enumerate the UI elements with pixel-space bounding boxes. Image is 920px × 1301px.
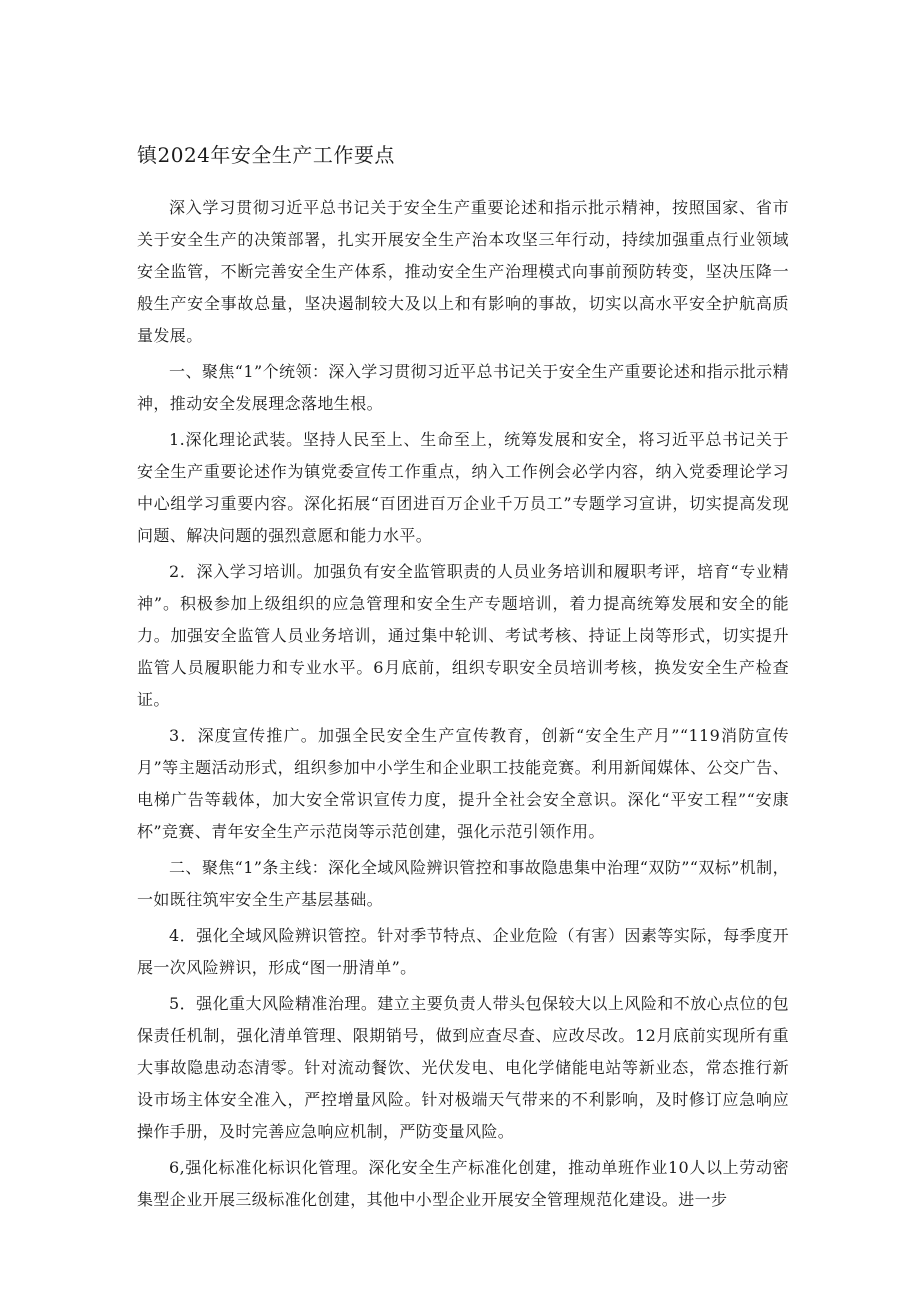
- item-5-paragraph: 5．强化重大风险精准治理。建立主要负责人带头包保较大以上风险和不放心点位的包保责任机制，强化清单管理、限期销号，做到应查尽查、应改尽改。12月底前实现所有重大事故隐患动态清零。针对流动餐饮、光伏发电、电化学储能电站等新业态，常态推行新设市场主体安全准入，严控增量风险。针对极端天气带来的不利影响，及时修订应急响应操作手册，及时完善应急响应机制，严防变量风险。: [137, 994, 789, 1141]
- item-6-paragraph: 6,强化标准化标识化管理。深化安全生产标准化创建，推动单班作业10人以上劳动密集型企业开展三级标准化创建，其他中小型企业开展安全管理规范化建设。进一步: [137, 1158, 789, 1209]
- paragraph-intro: 深入学习贯彻习近平总书记关于安全生产重要论述和指示批示精神，按照国家、省市关于安全生产的决策部署，扎实开展安全生产治本攻坚三年行动，持续加强重点行业领域安全监管，不断完善安全生产体系，推动安全生产治理模式向事前预防转变，坚决压降一般生产安全事故总量，坚决遏制较大及以上和有影响的事故，切实以高水平安全护航高质量发展。: [137, 198, 789, 345]
- item-4-paragraph: 4．强化全域风险辨识管控。针对季节特点、企业危险（有害）因素等实际，每季度开展一次风险辨识，形成“图一册清单”。: [137, 926, 789, 977]
- item-1-paragraph: 1.深化理论武装。坚持人民至上、生命至上，统筹发展和安全，将习近平总书记关于安全生产重要论述作为镇党委宣传工作重点，纳入工作例会必学内容，纳入党委理论学习中心组学习重要内容。深化拓展“百团进百万企业千万员工”专题学习宣讲，切实提高发现问题、解决问题的强烈意愿和能力水平。: [137, 430, 789, 545]
- item-3-paragraph: 3．深度宣传推广。加强全民安全生产宣传教育，创新“安全生产月”“119消防宣传月”等主题活动形式，组织参加中小学生和企业职工技能竞赛。利用新闻媒体、公交广告、电梯广告等载体，加大安全常识宣传力度，提升全社会安全意识。深化“平安工程”“安康杯”竞赛、青年安全生产示范岗等示范创建，强化示范引领作用。: [137, 726, 789, 841]
- section-heading-1: 一、聚焦“1”个统领：深入学习贯彻习近平总书记关于安全生产重要论述和指示批示精神，推动安全发展理念落地生根。: [137, 362, 789, 413]
- document-title: 镇2024年安全生产工作要点: [137, 143, 395, 167]
- document-page: [137, 140, 789, 1216]
- section-heading-2: 二、聚焦“1”条主线：深化全域风险辨识管控和事故隐患集中治理“双防”“双标”机制，一如既往筑牢安全生产基层基础。: [137, 858, 789, 909]
- item-2-paragraph: 2．深入学习培训。加强负有安全监管职责的人员业务培训和履职考评，培育“专业精神”。积极参加上级组织的应急管理和安全生产专题培训，着力提高统筹发展和安全的能力。加强安全监管人员业务培训，通过集中轮训、考试考核、持证上岗等形式，切实提升监管人员履职能力和专业水平。6月底前，组织专职安全员培训考核，换发安全生产检查证。: [137, 562, 789, 709]
